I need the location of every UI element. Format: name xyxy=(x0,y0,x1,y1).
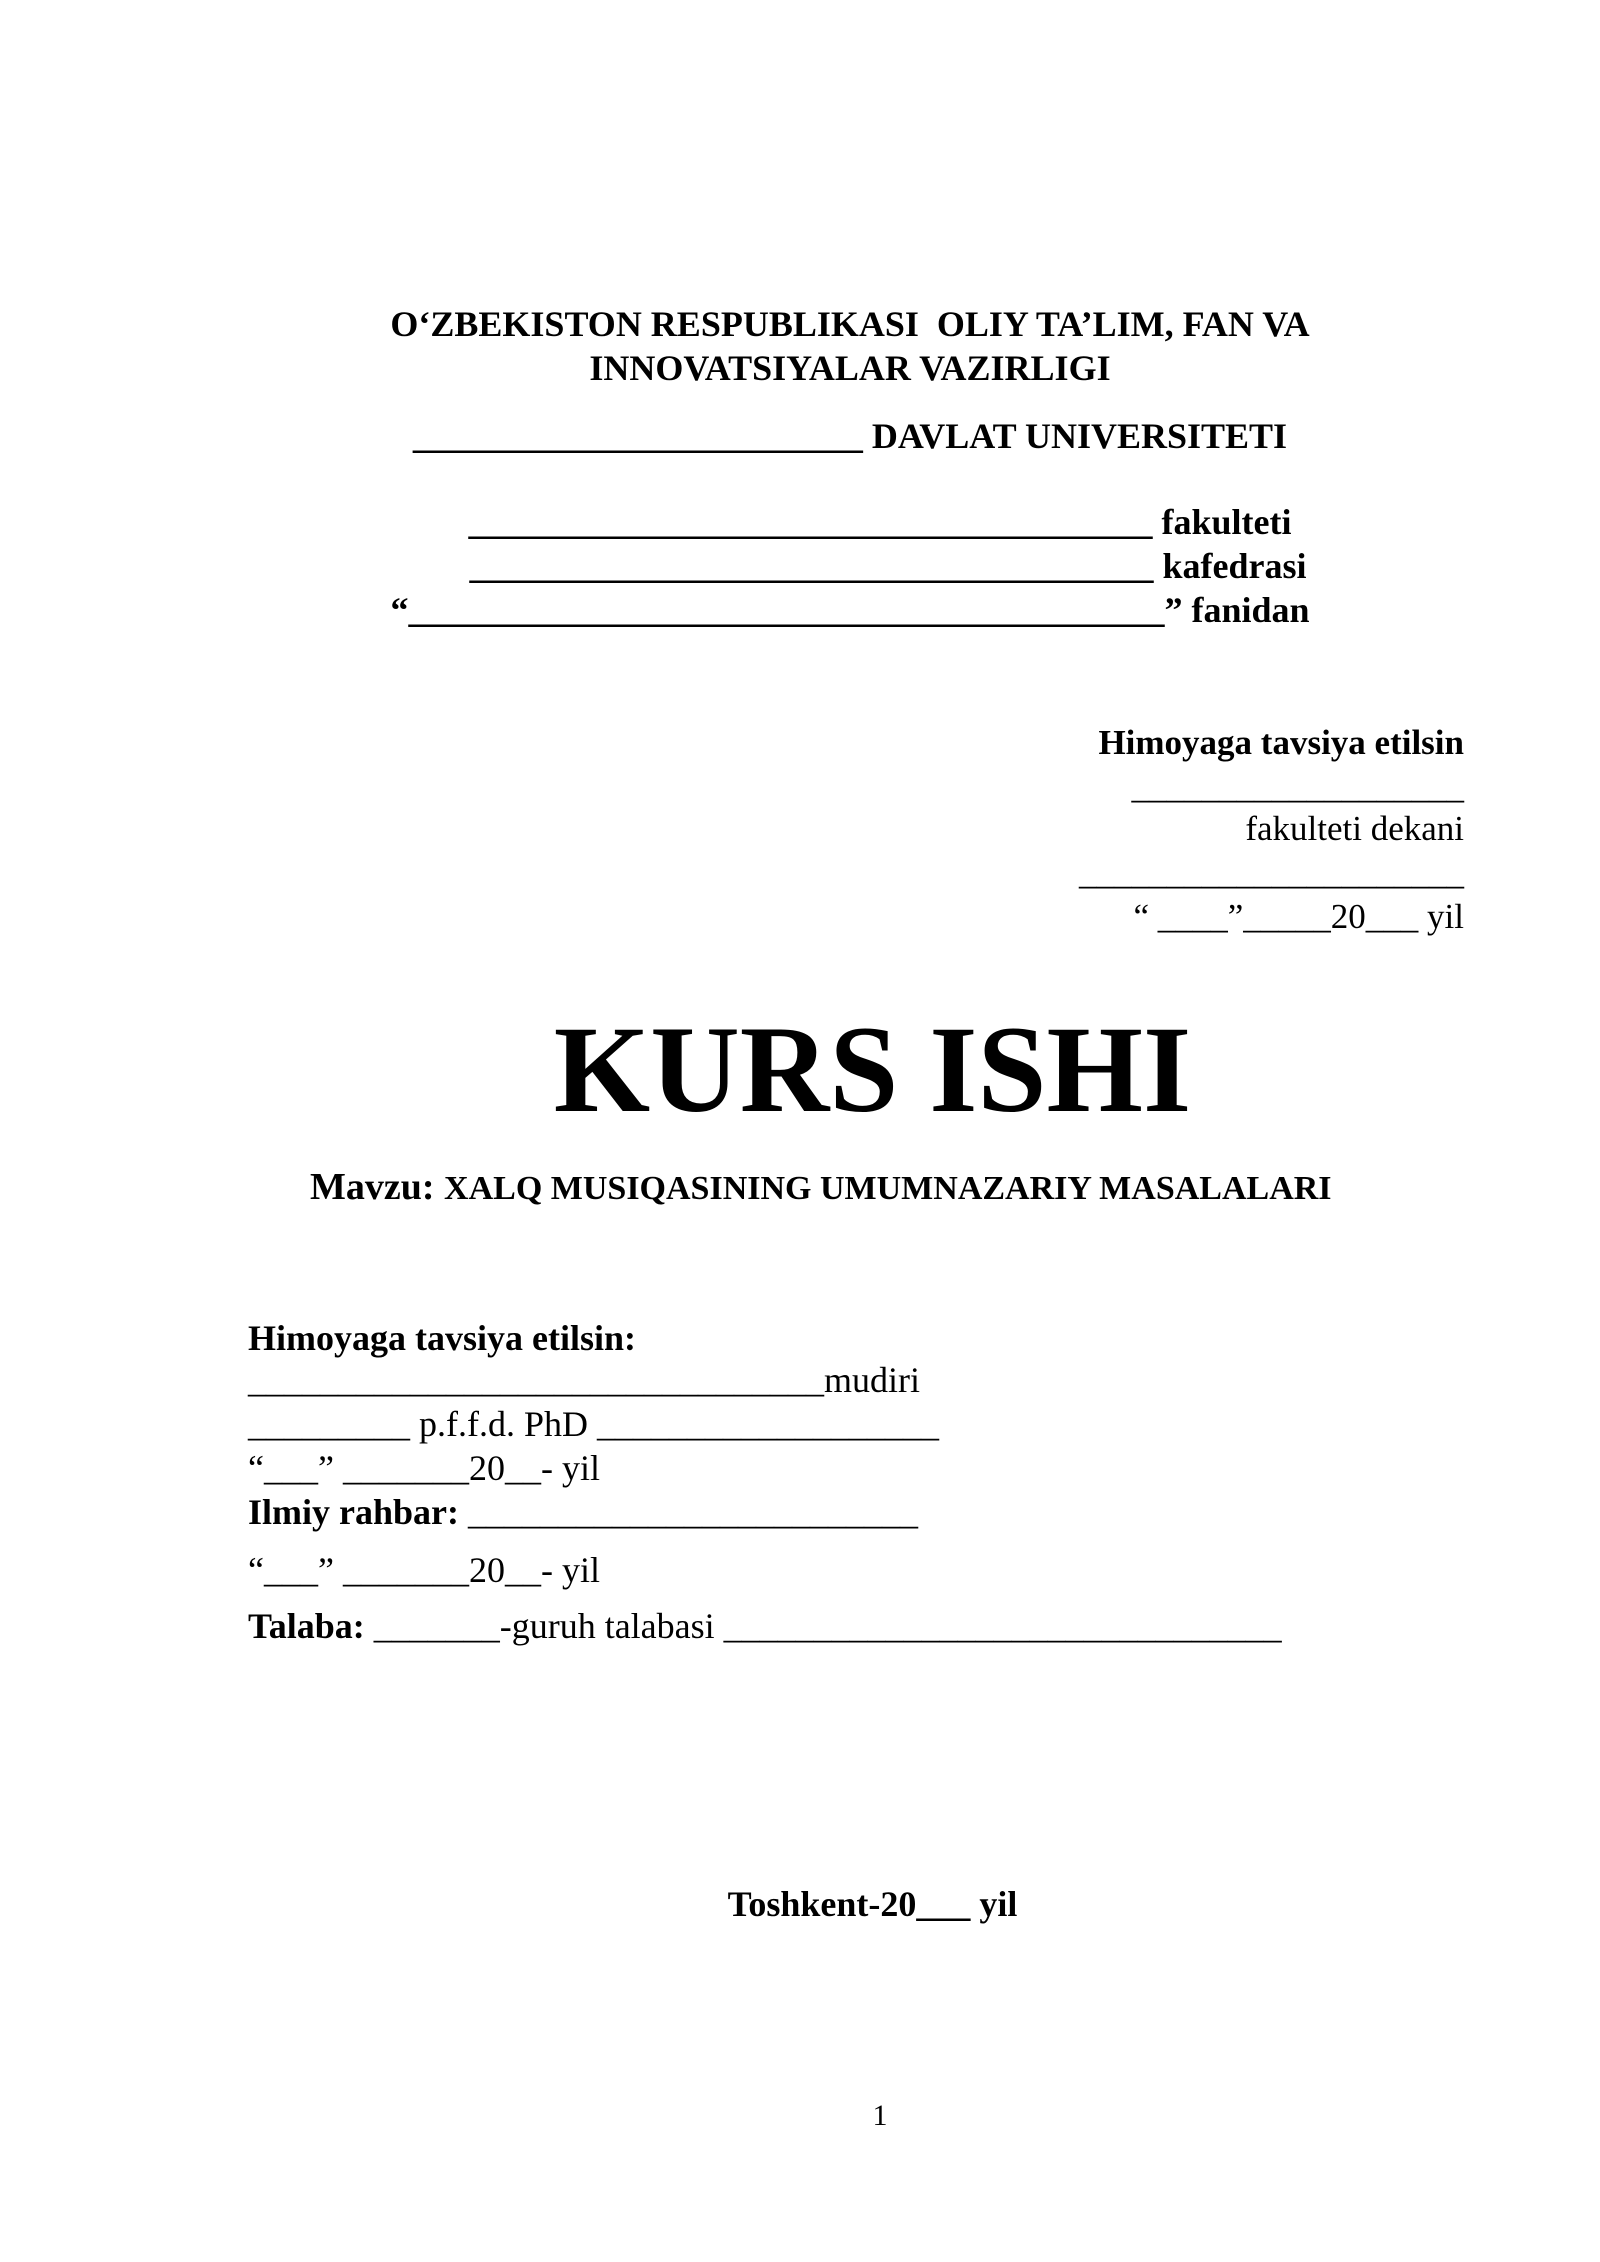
ministry-line-2: INNOVATSIYALAR VAZIRLIGI xyxy=(589,348,1111,388)
advisor-line xyxy=(248,1490,918,1534)
chair-approval-title: Himoyaga tavsiya etilsin: xyxy=(248,1318,636,1358)
chair-line-2: _________ p.f.f.d. PhD ___________________ xyxy=(248,1404,939,1444)
student-text: _______-guruh talabasi _______________________________ xyxy=(364,1606,1282,1646)
topic-line xyxy=(310,1164,1332,1212)
topic-label: Mavzu: xyxy=(310,1166,435,1208)
department-line: ______________________________________ kafedrasi xyxy=(469,546,1307,586)
student-label: Talaba: xyxy=(248,1606,365,1646)
chair-date-1: “___” _______20__- yil xyxy=(248,1448,600,1488)
subject-line: “__________________________________________” fanidan xyxy=(390,590,1310,630)
faculty-line: ______________________________________ fakulteti xyxy=(468,502,1292,542)
university-line: _________________________ DAVLAT UNIVERSITETI xyxy=(412,416,1288,456)
advisor-blank: _________________________ xyxy=(459,1492,918,1532)
dean-role: fakulteti dekani xyxy=(1245,809,1464,848)
work-title: KURS ISHI xyxy=(553,1001,1192,1138)
topic-text: XALQ MUSIQASINING UMUMNAZARIY MASALALARI xyxy=(444,1170,1332,1207)
city-year: Toshkent-20___ yil xyxy=(727,1884,1018,1924)
page-number: 1 xyxy=(872,2099,888,2132)
dean-blank-2: ______________________ xyxy=(1079,853,1464,892)
dean-date: “ ____”_____20___ yil xyxy=(1133,897,1464,936)
dean-approval-title: Himoyaga tavsiya etilsin xyxy=(1098,723,1464,762)
chair-line-1: ________________________________mudiri xyxy=(248,1360,920,1400)
chair-date-2: “___” _______20__- yil xyxy=(248,1550,600,1590)
advisor-label: Ilmiy rahbar: xyxy=(248,1492,459,1532)
student-line xyxy=(248,1604,1282,1648)
ministry-line-1: O‘ZBEKISTON RESPUBLIKASI OLIY TA’LIM, FAN VA xyxy=(390,304,1310,344)
dean-blank-1: ___________________ xyxy=(1131,767,1464,806)
